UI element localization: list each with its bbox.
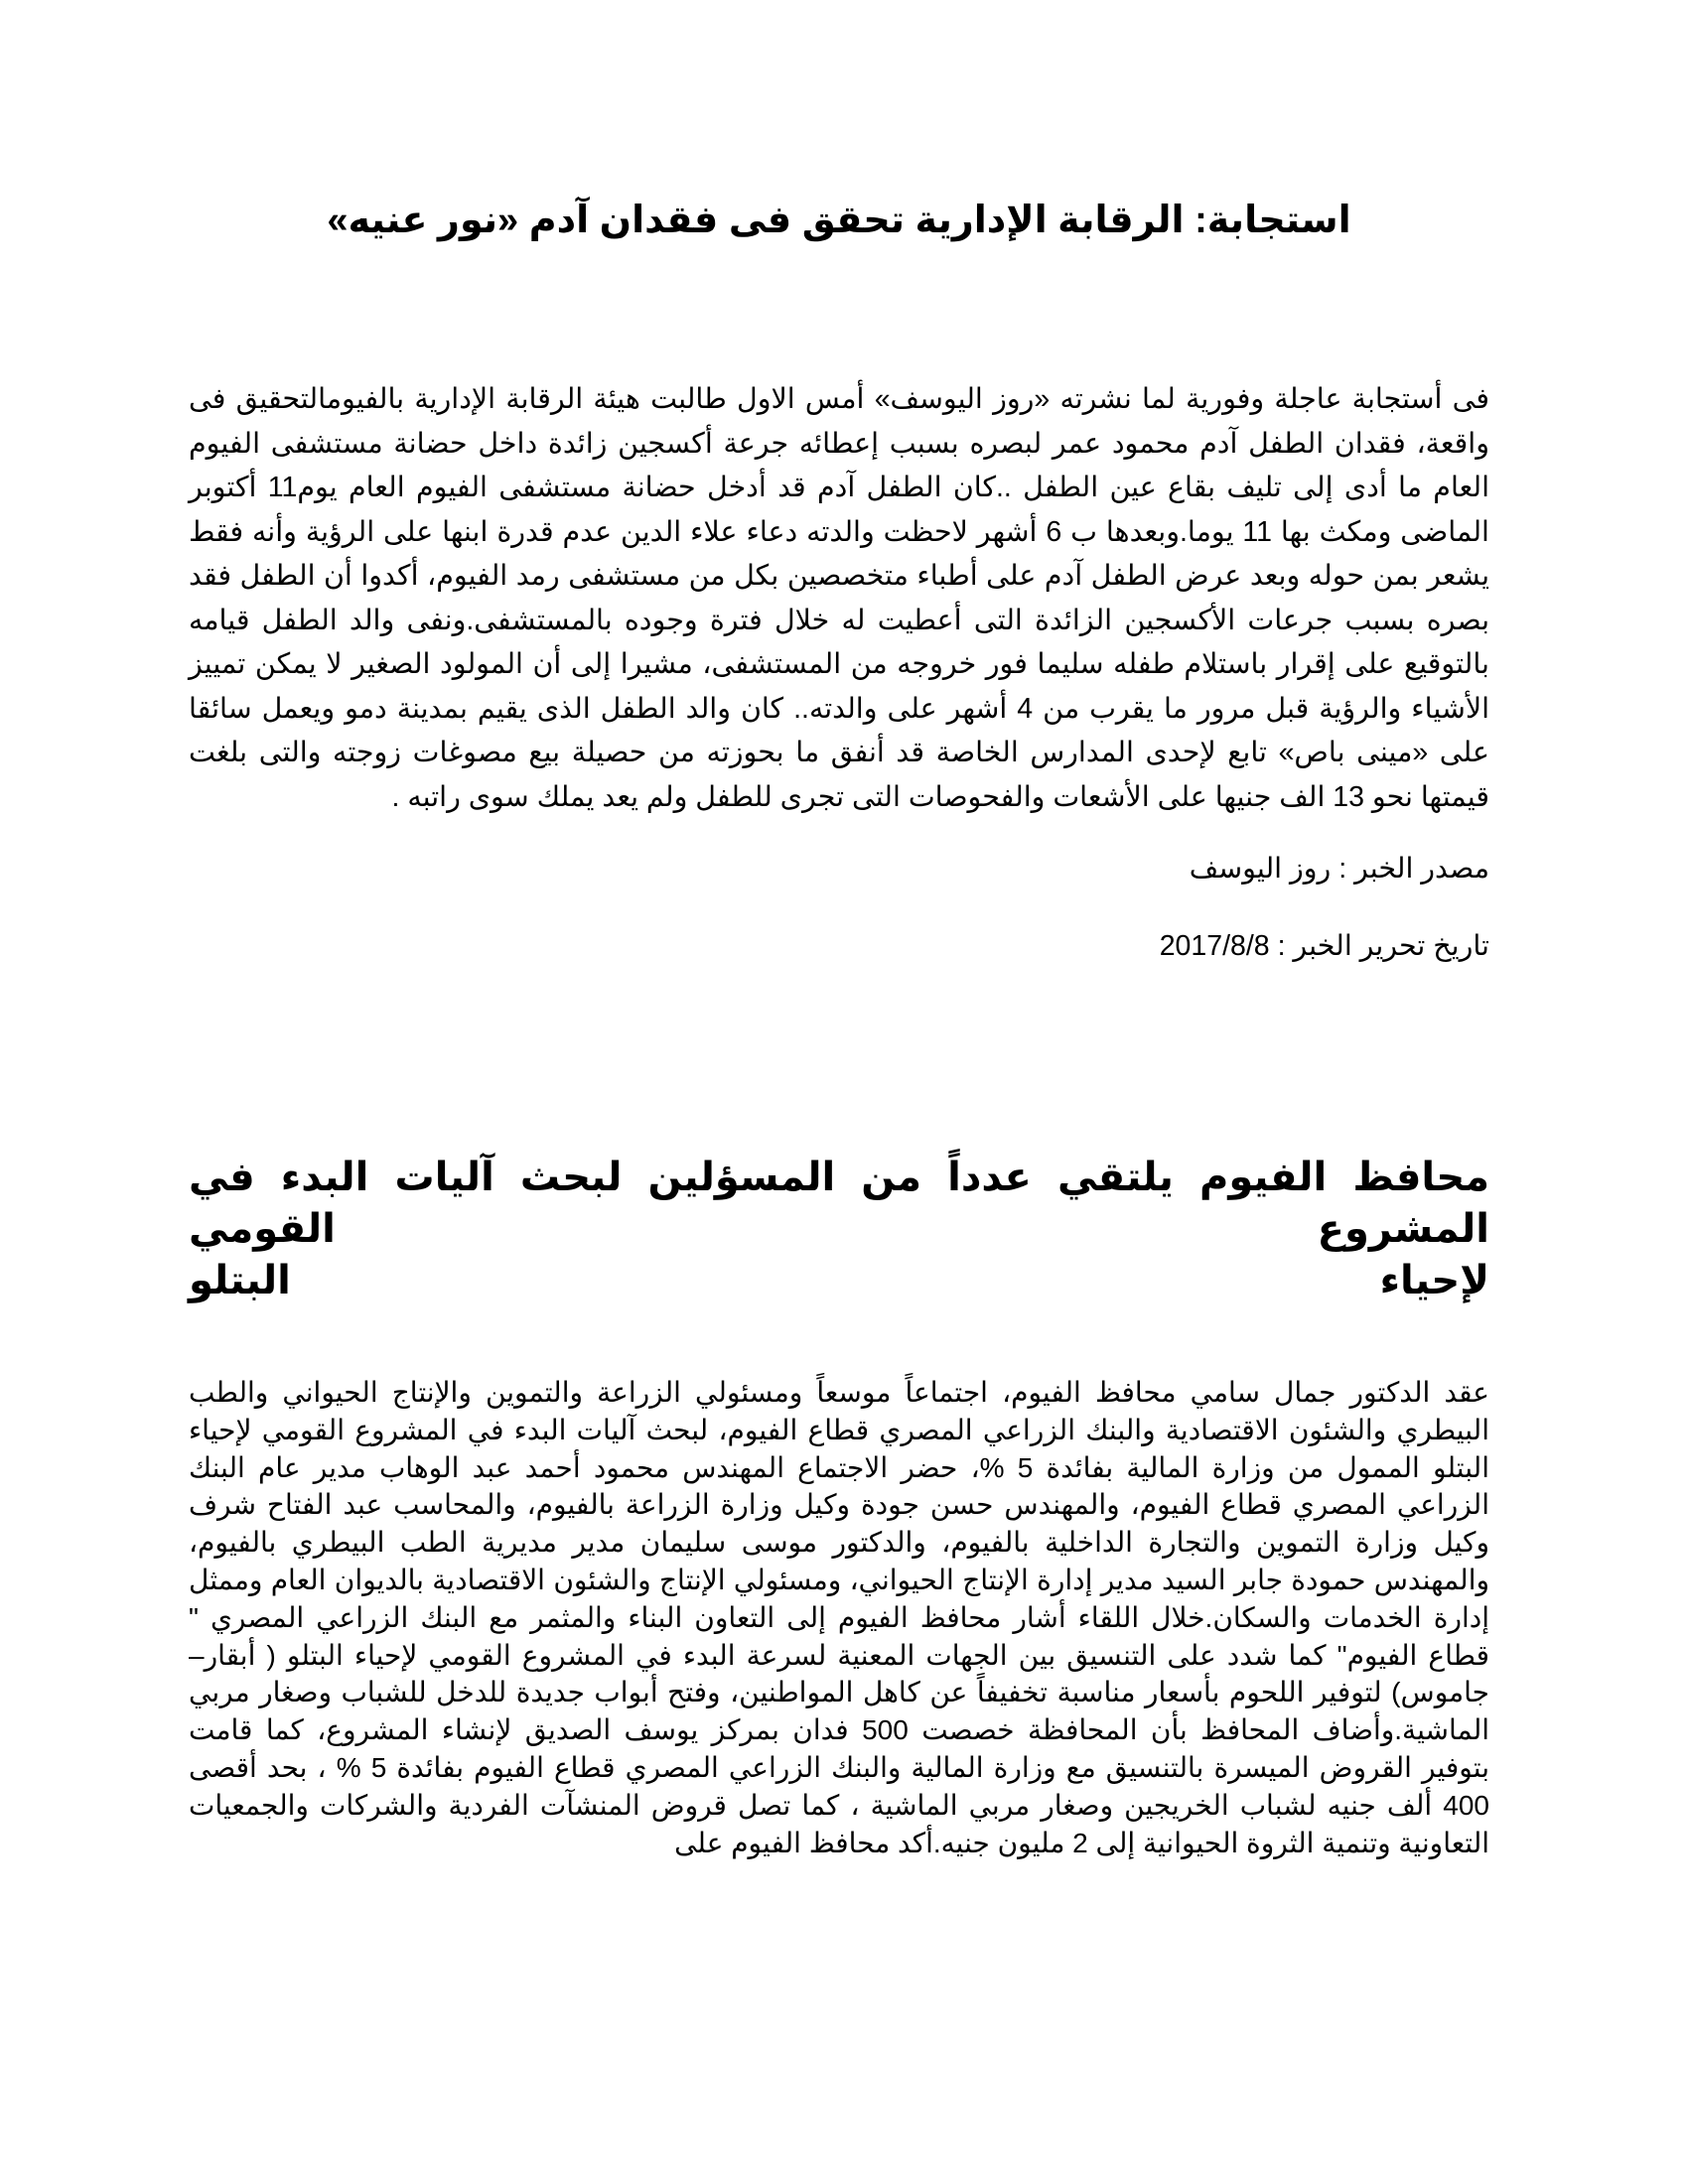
article-title: استجابة: الرقابة الإدارية تحقق فى فقدان آدم «نور عنيه» xyxy=(327,200,1351,241)
title-word: البتلو xyxy=(189,1259,291,1302)
article-body: عقد الدكتور جمال سامي محافظ الفيوم، اجتماعاً موسعاً ومسئولي الزراعة والتموين والإنتاج الحيواني والطب البيطري والشئون الاقتصادية والبنك الزراعي المصري قطاع الفيوم، لبحث آليات البدء في المشروع القومي لإحياء البتلو الممول من وزارة المالية بفائدة 5 %، حضر الاجتماع المهندس محمود أحمد عبد الوهاب مدير عام البنك الزراعي المصري قطاع الفيوم، والمهندس حسن جودة وكيل وزارة الزراعة بالفيوم، والمحاسب عبد الفتاح شرف وكيل وزارة التموين والتجارة الداخلية بالفيوم، والدكتور موسى سليمان مدير مديرية الطب البيطري بالفيوم، والمهندس حمودة جابر السيد مدير إدارة الإنتاج الحيواني، ومسئولي الإنتاج والشئون الاقتصادية بالديوان العام وممثل إدارة الخدمات والسكان.خلال اللقاء أشار محافظ الفيوم إلى التعاون البناء والمثمر مع البنك الزراعي المصري " قطاع الفيوم" كما شدد على التنسيق بين الجهات المعنية لسرعة البدء في المشروع القومي لإحياء البتلو ( أبقار– جاموس) لتوفير اللحوم بأسعار مناسبة تخفيفاً عن كاهل المواطنين، وفتح أبواب جديدة للدخل للشباب وصغار مربي الماشية.وأضاف المحافظ بأن المحافظة خصصت 500 فدان بمركز يوسف الصديق لإنشاء المشروع، كما قامت بتوفير القروض الميسرة بالتنسيق مع وزارة المالية والبنك الزراعي المصري قطاع الفيوم بفائدة 5 % ، بحد أقصى 400 ألف جنيه لشباب الخريجين وصغار مربي الماشية ، كما تصل قروض المنشآت الفردية والشركات والجمعيات التعاونية وتنمية الثروة الحيوانية إلى 2 مليون جنيه.أكد محافظ الفيوم على xyxy=(189,1377,1490,1858)
article-title-line-1: محافظ الفيوم يلتقي عدداً من المسؤلين لبحث آليات البدء في المشروع القومي xyxy=(189,1156,1489,1251)
article-rose-el-youssef xyxy=(189,191,1489,966)
news-date: تاريخ تحرير الخبر : 2017/8/8 xyxy=(1159,930,1489,962)
article-fayoum-governor xyxy=(189,1152,1489,1861)
article-title xyxy=(189,1152,1489,1306)
title-word: لإحياء xyxy=(1379,1259,1489,1302)
article-title-line-2 xyxy=(189,1255,1489,1306)
article-body: فى أستجابة عاجلة وفورية لما نشرته «روز اليوسف» أمس الاول طالبت هيئة الرقابة الإدارية بالفيومالتحقيق فى واقعة، فقدان الطفل آدم محمود عمر لبصره بسبب إعطائه جرعة أكسجين زائدة داخل حضانة مستشفى الفيوم العام ما أدى إلى تليف بقاع عين الطفل ..كان الطفل آدم قد أدخل حضانة مستشفى الفيوم العام يوم11 أكتوبر الماضى ومكث بها 11 يوما.وبعدها ب 6 أشهر لاحظت والدته دعاء علاء الدين عدم قدرة ابنها على الرؤية وأنه فقط يشعر بمن حوله وبعد عرض الطفل آدم على أطباء متخصصين بكل من مستشفى رمد الفيوم، أكدوا أن الطفل فقد بصره بسبب جرعات الأكسجين الزائدة التى أعطيت له خلال فترة وجوده بالمستشفى.ونفى والد الطفل قيامه بالتوقيع على إقرار باستلام طفله سليما فور خروجه من المستشفى، مشيرا إلى أن المولود الصغير لا يمكن تمييز الأشياء والرؤية قبل مرور ما يقرب من 4 أشهر على والدته.. كان والد الطفل الذى يقيم بمدينة دمو ويعمل سائقا على «مينى باص» تابع لإحدى المدارس الخاصة قد أنفق ما بحوزته من حصيلة بيع مصوغات زوجته والتى بلغت قيمتها نحو 13 الف جنيها على الأشعات والفحوصات التى تجرى للطفل ولم يعد يملك سوى راتبه . xyxy=(189,383,1489,813)
news-source: مصدر الخبر : روز اليوسف xyxy=(1189,853,1489,885)
